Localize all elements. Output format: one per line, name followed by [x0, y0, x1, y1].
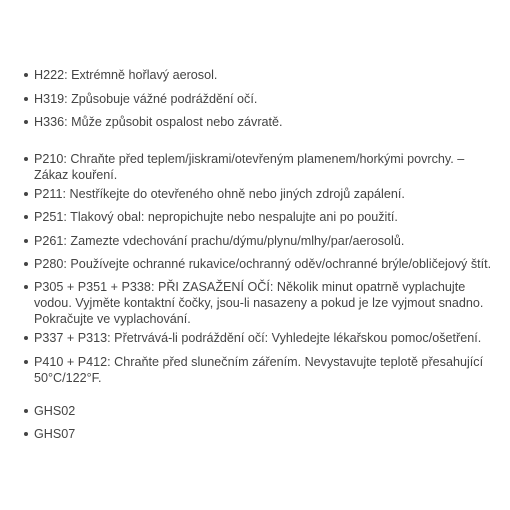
- list-item: P337 + P313: Přetrvává-li podráždění očí: Vyhledejte lékařskou pomoc/ošetření.: [20, 330, 496, 346]
- list-item: P211: Nestříkejte do otevřeného ohně nebo jiných zdrojů zapálení.: [20, 186, 496, 202]
- list-item: GHS07: [20, 426, 496, 442]
- list-item: H336: Může způsobit ospalost nebo závratě.: [20, 114, 496, 130]
- list-item: P305 + P351 + P338: PŘI ZASAŽENÍ OČÍ: Několik minut opatrně vyplachujte vodou. Vyjměte kontaktní čočky, jsou-li nasazeny a pokud je lze vyjmout snadno. Pokračujte ve vyplachování.: [20, 279, 496, 327]
- list-item: P280: Používejte ochranné rukavice/ochranný oděv/ochranné brýle/obličejový štít.: [20, 256, 496, 272]
- list-item: P410 + P412: Chraňte před slunečním zářením. Nevystavujte teplotě přesahující 50°C/122°F.: [20, 354, 496, 386]
- list-item: GHS02: [20, 403, 496, 419]
- list-item: P261: Zamezte vdechování prachu/dýmu/plynu/mlhy/par/aerosolů.: [20, 233, 496, 249]
- list-item: P251: Tlakový obal: nepropichujte nebo nespalujte ani po použití.: [20, 209, 496, 225]
- list-item: H319: Způsobuje vážné podráždění očí.: [20, 91, 496, 107]
- list-item: P210: Chraňte před teplem/jiskrami/otevřeným plamenem/horkými povrchy. – Zákaz kouření.: [20, 151, 496, 183]
- list-item: H222: Extrémně hořlavý aerosol.: [20, 67, 496, 83]
